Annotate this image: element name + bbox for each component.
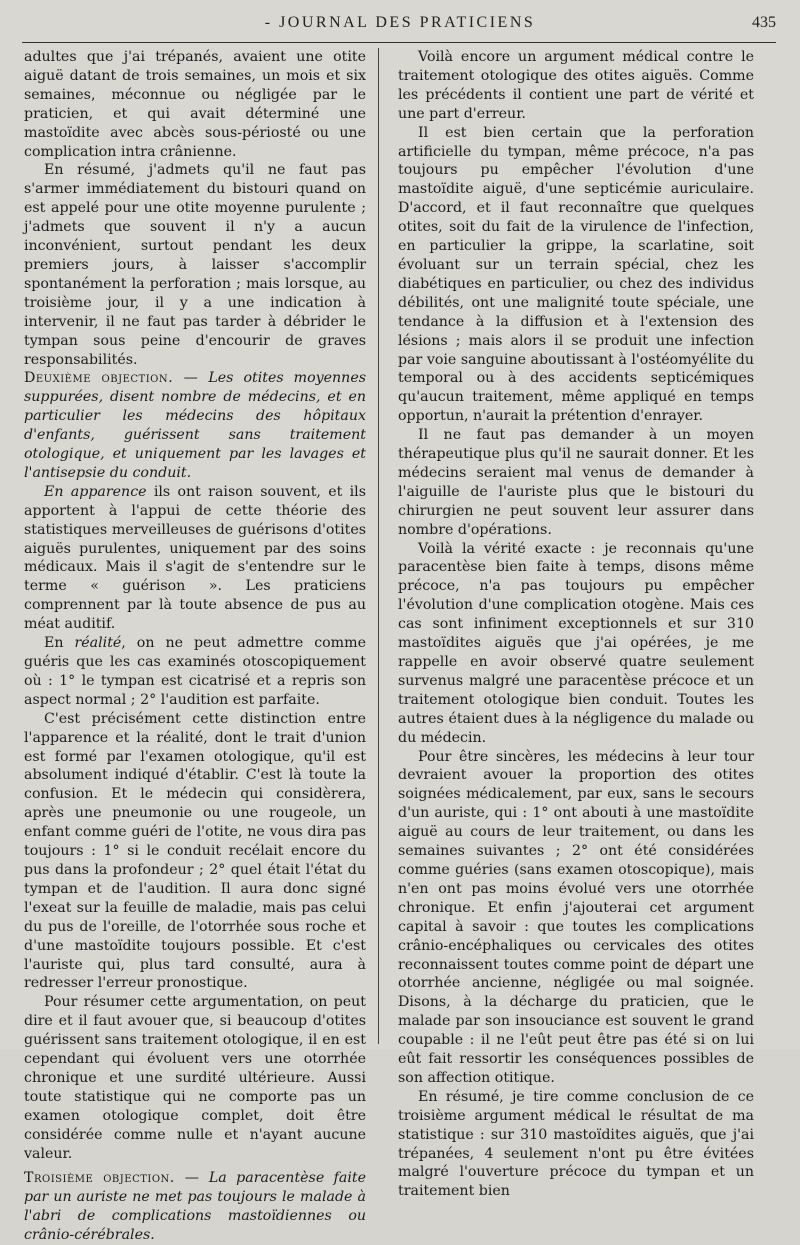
- paragraph: [24, 483, 366, 634]
- page-number: 435: [752, 14, 776, 31]
- objection-paragraph: [24, 369, 366, 482]
- paragraph: Voilà la vérité exacte : je reconnais qu'une paracentèse bien faite à temps, disons même précoce, n'a pas toujours pu empêcher l'évolution d'une complication otogène. Mais ces cas sont infiniment exceptionnels et sur 310 mastoïdites aiguës que j'ai opérées, je me rappelle en avoir observé quatre seulement survenus malgré une paracentèse précoce et un traitement otologique bien conduit. Toutes les autres étaient dues à la négligence du malade ou du médecin.: [398, 540, 754, 746]
- objection-heading: Deuxième objection. —: [24, 370, 199, 387]
- objection-paragraph: [24, 1169, 366, 1245]
- paragraph-text: ils ont raison souvent, et ils apportent à l'appui de cette théorie des statistiques merveilleuses de guérisons d'otites aiguës purulentes, uniquement par des soins médicaux. Mais il s'agit de s'entendre sur le terme « guérison ». Les praticiens comprennent par là toute absence de pus au méat auditif.: [24, 483, 366, 633]
- header-rule: [22, 42, 776, 43]
- paragraph: Pour être sincères, les médecins à leur tour devraient avouer la proportion des otites soignées médicalement, par eux, sans le secours d'un auriste, qui : 1° ont abouti à une mastoïdite aiguë au cours de leur traitement, ou dans les semaines suivantes ; 2° ont été considérées comme guéries (sans examen otoscopique), mais n'en ont pas moins évolué vers une otorrhée chronique. Et enfin j'ajouterai cet argument capital à savoir : que toutes les complications crânio-encéphaliques ou cervicales des otites reconnaissent toutes comme point de départ une otorrhée ancienne, négligée ou mal soignée. Disons, à la décharge du praticien, que le malade par son insouciance est souvent le grand coupable : il ne l'eût peut être pas été si on lui eût fait ressortir les conséquences possibles de son affection otitique.: [398, 748, 754, 1086]
- paragraph: [24, 634, 366, 710]
- journal-title: - JOURNAL DES PRATICIENS: [264, 14, 536, 31]
- paragraph-text: En: [44, 635, 75, 652]
- paragraph: adultes que j'ai trépanés, avaient une otite aiguë datant de trois semaines, un mois et six semaines, méconnue ou négligée par le praticien, et qui avait déterminé une mastoïdite avec abcès sous-périosté ou une complication intra crânienne.: [24, 49, 366, 160]
- paragraph: Il ne faut pas demander à un moyen thérapeutique plus qu'il ne saurait donner. Et les médecins seraient mal venus de demander à l'aiguille de l'auriste plus que le bistouri du chirurgien ne peut souvent leur assurer dans nombre d'opérations.: [398, 427, 754, 538]
- right-column: [398, 48, 754, 1201]
- paragraph: En résumé, j'admets qu'il ne faut pas s'armer immédiatement du bistouri quand on est appelé pour une otite moyenne purulente ; j'admets que souvent il n'y a aucun inconvénient, surtout pendant les deux premiers jours, à laisser s'accomplir spontanément la perforation ; mais lorsque, au troisième jour, il y a une indication à intervenir, il ne faut pas tarder à débrider le tympan sous peine d'encourir de graves responsabilités.: [24, 162, 366, 368]
- objection-heading: Troisième objection. —: [24, 1170, 200, 1187]
- objection-text: Les otites moyennes suppurées, disent nombre de médecins, et en particulier les médecins des hôpitaux d'enfants, guérissent sans traitement otologique, et uniquement par les lavages et l'antisepsie du conduit.: [24, 370, 366, 481]
- paragraph: C'est précisément cette distinction entre l'apparence et la réalité, dont le trait d'union est formé par l'examen otologique, qu'il est absolument indiqué d'établir. C'est là toute la confusion. Et le médecin qui considèrera, après une pneumonie ou une rougeole, un enfant comme guéri de l'otite, ne vous dira pas toujours : 1° si le conduit recélait encore du pus dans la profondeur ; 2° quel était l'état du tympan et de l'audition. Il aura donc signé l'exeat sur la feuille de maladie, mais pas celui du pus de l'oreille, de l'otorrhée sous roche et d'une mastoïdite toujours possible. Et c'est l'auriste qui, plus tard consulté, aura à redresser l'erreur pronostique.: [24, 710, 366, 992]
- paragraph: Il est bien certain que la perforation artificielle du tympan, même précoce, n'a pas toujours pu empêcher l'évolution d'une mastoïdite aiguë, d'une septicémie auriculaire. D'accord, et il faut reconnaître que quelques otites, soit du fait de la virulence de l'infection, en particulier la grippe, la scarlatine, soit évoluant sur un terrain spécial, chez les diabétiques en particulier, ou chez des individus débilités, ont une malignité toute spéciale, une tendance à la diffusion et à l'extension des lésions ; mais alors il se produit une infection par voie sanguine aboutissant à l'ostéomyélite du temporal ou à des accidents septicémiques qu'aucun traitement, même appliqué en temps opportun, n'aurait la prétention d'enrayer.: [398, 124, 754, 425]
- column-divider: [378, 48, 379, 1044]
- paragraph: Pour résumer cette argumentation, on peut dire et il faut avouer que, si beaucoup d'otites guérissent sans traitement otologique, il en est cependant qui évoluent vers une otorrhée chronique et une surdité ultérieure. Aussi toute statistique qui ne comporte pas un examen otologique complet, doit être considérée comme nulle et n'ayant aucune valeur.: [24, 994, 366, 1162]
- emphasis: réalité: [74, 635, 122, 652]
- paragraph-text: , on ne peut admettre comme guéris que les cas examinés otoscopiquement où : 1° le tympan est cicatrisé et a repris son aspect normal ; 2° l'audition est parfaite.: [24, 635, 366, 708]
- paragraph: En résumé, je tire comme conclusion de ce troisième argument médical le résultat de ma statistique : sur 310 mastoïdites aiguës, que j'ai trépanées, 4 seulement n'ont pu être évitées malgré l'ouverture précoce du tympan et un traitement bien: [398, 1088, 754, 1200]
- running-header: [0, 14, 800, 38]
- left-column: [24, 48, 366, 1245]
- paragraph: Voilà encore un argument médical contre le traitement otologique des otites aiguës. Comme les précédents il contient une part de vérité et une part d'erreur.: [398, 49, 754, 122]
- objection-text: La paracentèse faite par un auriste ne met pas toujours le malade à l'abri de complications mastoïdiennes ou crânio-cérébrales.: [24, 1170, 367, 1244]
- emphasis: En apparence: [44, 483, 147, 500]
